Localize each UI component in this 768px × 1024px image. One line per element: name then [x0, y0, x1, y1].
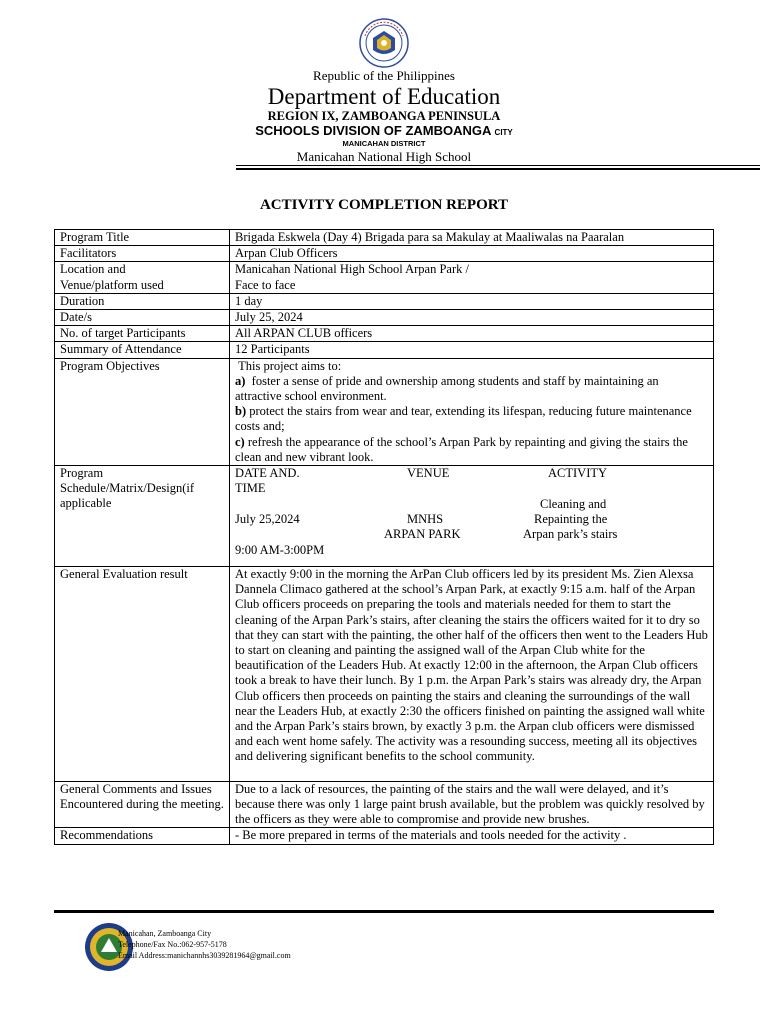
- objectives-label: Program Objectives: [55, 358, 230, 465]
- table-row: [55, 358, 714, 465]
- schedule-label: Program Schedule/Matrix/Design(if applicable: [55, 466, 230, 567]
- schedule-col-venue: VENUE: [407, 466, 450, 481]
- report-table: [54, 229, 714, 845]
- footer-phone: Telephone/Fax No.:062-957-5178: [118, 940, 227, 949]
- table-row: [55, 342, 714, 358]
- recommendations-label: Recommendations: [55, 828, 230, 844]
- schedule-activity-line: Repainting the: [534, 512, 608, 527]
- objective-item: a) foster a sense of pride and ownership among students and staff by maintaining an attractive school environment.: [235, 373, 659, 404]
- table-row: [55, 781, 714, 828]
- schedule-date: July 25,2024: [235, 512, 300, 527]
- dates-value: July 25, 2024: [230, 310, 714, 326]
- program-title-value: Brigada Eskwela (Day 4) Brigada para sa Makulay at Maaliwalas na Paaralan: [230, 230, 714, 246]
- objective-item: b) protect the stairs from wear and tear, extending its lifespan, reducing future maintenance costs and;: [235, 404, 692, 434]
- program-title-label: Program Title: [55, 230, 230, 246]
- objective-item: c) refresh the appearance of the school’s Arpan Park by repainting and giving the stairs the clean and new vibrant look.: [235, 434, 688, 464]
- attendance-label: Summary of Attendance: [55, 342, 230, 358]
- location-label-line: Location and: [60, 262, 126, 277]
- schedule-venue-line: ARPAN PARK: [384, 527, 461, 542]
- header-rule-thin: [236, 165, 760, 166]
- location-value: [230, 262, 714, 293]
- footer-rule: [54, 910, 714, 913]
- location-value-line: Face to face: [235, 277, 296, 292]
- department-name: Department of Education: [267, 84, 501, 109]
- facilitators-label: Facilitators: [55, 246, 230, 262]
- evaluation-label: General Evaluation result: [55, 567, 230, 782]
- location-label: [55, 262, 230, 293]
- schedule-col-time: TIME: [235, 481, 266, 496]
- division-line: [0, 123, 768, 138]
- table-row: [55, 230, 714, 246]
- footer-email: Email Address:manichannhs3039281964@gmail.com: [118, 951, 291, 960]
- objectives-value: [230, 358, 714, 465]
- division-name: SCHOOLS DIVISION OF ZAMBOANGA: [255, 123, 491, 138]
- location-label-line: Venue/platform used: [60, 277, 164, 292]
- schedule-col-date: DATE AND.: [235, 466, 300, 481]
- table-row: [55, 828, 714, 844]
- recommendations-value: - Be more prepared in terms of the materials and tools needed for the activity .: [230, 828, 714, 844]
- duration-label: Duration: [55, 293, 230, 309]
- schedule-matrix: [235, 466, 708, 566]
- facilitators-value: Arpan Club Officers: [230, 246, 714, 262]
- dates-label: Date/s: [55, 310, 230, 326]
- comments-label: General Comments and Issues Encountered during the meeting.: [55, 781, 230, 828]
- comments-value: Due to a lack of resources, the painting of the stairs and the wall were delayed, and it’s because there was only 1 large paint brush available, but the problem was quickly resolved by the officers as they were able to compromise and provide new brushes.: [230, 781, 714, 828]
- deped-seal-logo: [359, 18, 409, 68]
- republic-line: Republic of the Philippines: [313, 68, 455, 83]
- table-row: [55, 326, 714, 342]
- schedule-activity-line: Arpan park’s stairs: [523, 527, 618, 542]
- schedule-time: 9:00 AM-3:00PM: [235, 543, 325, 558]
- table-row: [55, 262, 714, 293]
- header-rule-thick: [236, 168, 760, 170]
- duration-value: 1 day: [230, 293, 714, 309]
- schedule-venue-line: MNHS: [407, 512, 444, 527]
- district-line: MANICAHAN DISTRICT: [342, 139, 426, 148]
- schedule-col-activity: ACTIVITY: [548, 466, 608, 481]
- evaluation-value: [230, 567, 714, 782]
- evaluation-text: At exactly 9:00 in the morning the ArPan Club officers led by its president Ms. Zien Alexsa Dannela Climaco gathered at the school’s Arpan Park, at exactly 9:15 a.m. half of the Arpan Club officers proceeds on preparing the tools and materials needed for them to start the cleaning of the Arpan Park’s stairs, after cleaning the stairs the officers waited for it to dry so that they can start with the painting, the other half of the officers then went to the Leaders Hub to start on cleaning and painting the assigned wall of the Arpan Club white for the beautification of the Leaders Hub. At exactly 12:00 in the afternoon, the Arpan Club officers took a break to have their lunch. By 1 p.m. the Arpan Park’s stairs was already dry, the Arpan Club officers then proceeds on painting the stairs and cleaning the surroundings of the wall near the Leaders Hub, at exactly 2:30 the officers finished on painting the assigned wall white and the Arpan Park’s stairs brown, by exactly 3 p.m. the Arpan club officers were dismissed and each went home safely. The activity was a resounding success, meeting all its objectives and delivering significant benefits to the school community.: [235, 567, 708, 764]
- attendance-value: 12 Participants: [230, 342, 714, 358]
- report-title: ACTIVITY COMPLETION REPORT: [259, 197, 509, 213]
- table-row: [55, 567, 714, 782]
- table-row: [55, 466, 714, 567]
- target-participants-label: No. of target Participants: [55, 326, 230, 342]
- school-name: Manicahan National High School: [296, 149, 472, 164]
- division-city: CITY: [494, 128, 513, 137]
- schedule-value: [230, 466, 714, 567]
- table-row: [55, 310, 714, 326]
- footer-address: Manicahan, Zamboanga City: [118, 929, 212, 938]
- region-line: REGION IX, ZAMBOANGA PENINSULA: [267, 109, 501, 123]
- table-row: [55, 293, 714, 309]
- table-row: [55, 246, 714, 262]
- schedule-activity-line: Cleaning and: [540, 497, 607, 512]
- objectives-intro: This project aims to:: [238, 358, 342, 373]
- location-value-line: Manicahan National High School Arpan Park /: [235, 262, 469, 277]
- target-participants-value: All ARPAN CLUB officers: [230, 326, 714, 342]
